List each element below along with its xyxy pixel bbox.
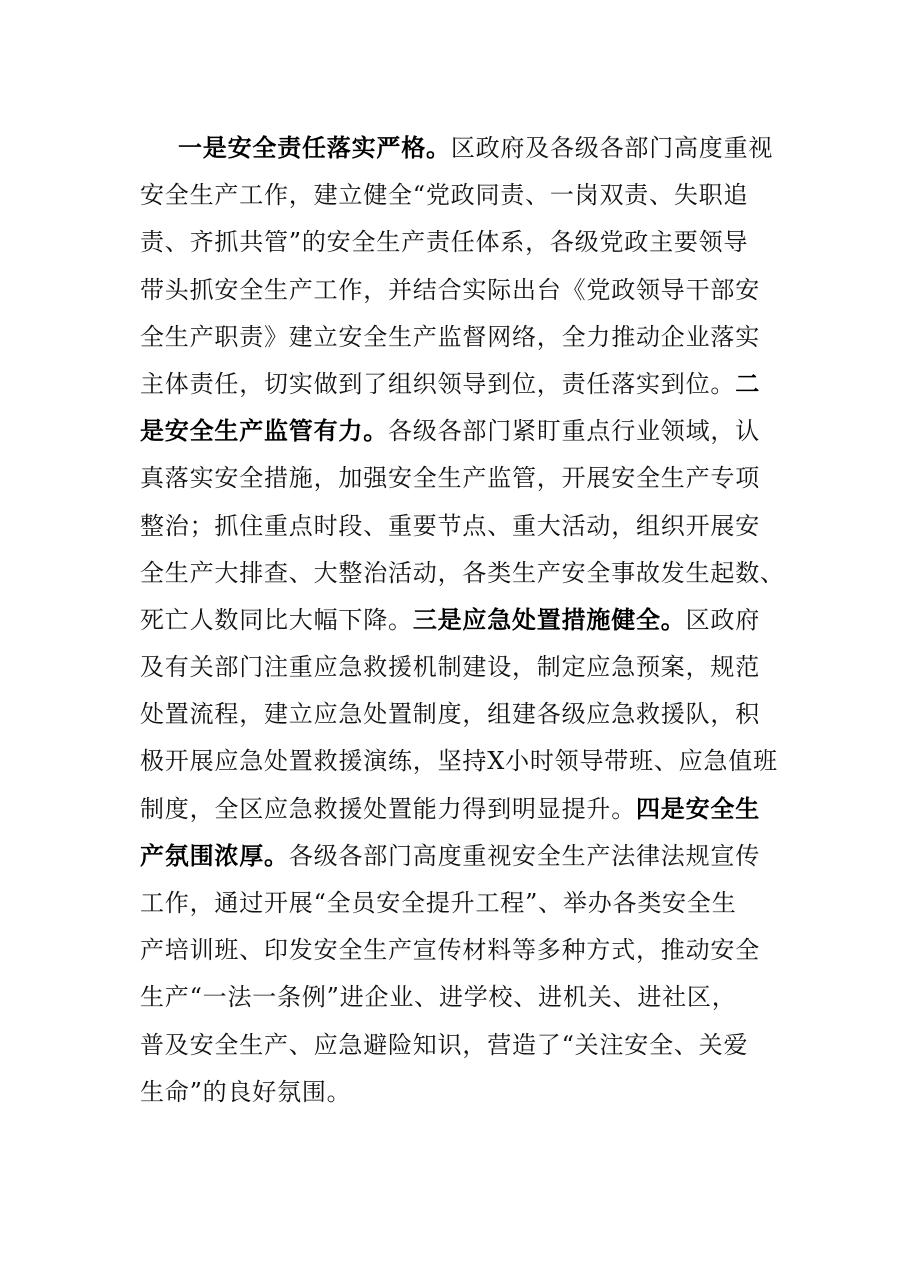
text-line bbox=[140, 172, 780, 219]
text-line bbox=[140, 550, 785, 597]
text-line bbox=[140, 644, 780, 691]
text-run: 区政府 bbox=[685, 605, 761, 634]
text-line bbox=[140, 267, 780, 314]
text-line bbox=[140, 833, 780, 880]
text-run: 普及安全生产、应急避险知识，营造了“关注安全、关爱 bbox=[140, 1030, 749, 1059]
text-run: 死亡人数同比大幅下降。 bbox=[140, 605, 413, 634]
text-run: 极开展应急处置救援演练，坚持X小时领导带班、应急值班 bbox=[140, 747, 778, 776]
text-run: 工作，通过开展“全员安全提升工程”、举办各类安全生 bbox=[140, 889, 737, 917]
text-line bbox=[140, 125, 780, 172]
text-line bbox=[140, 219, 780, 266]
text-line bbox=[140, 738, 780, 785]
text-run: 及有关部门注重应急救援机制建设，制定应急预案，规范 bbox=[140, 653, 760, 682]
text-run: 带头抓安全生产工作，并结合实际出台《党政领导干部安 bbox=[140, 275, 760, 304]
bold-heading: 是安全生产监管有力。 bbox=[140, 417, 388, 446]
text-run: 主体责任，切实做到了组织领导到位，责任落实到位。 bbox=[140, 369, 736, 398]
text-run: 责、齐抓共管”的安全生产责任体系，各级党政主要领导 bbox=[140, 228, 749, 257]
text-run: 各级各部门高度重视安全生产法律法规宣传 bbox=[288, 841, 761, 870]
text-line bbox=[140, 880, 780, 927]
text-run: 处置流程，建立应急处置制度，组建各级应急救援队，积 bbox=[140, 700, 760, 729]
bold-heading: 一是安全责任落实严格。 bbox=[178, 134, 451, 162]
text-run: 真落实安全措施，加强安全生产监管，开展安全生产专项 bbox=[140, 464, 760, 493]
text-line bbox=[140, 1069, 780, 1116]
text-line bbox=[140, 786, 780, 833]
text-line bbox=[140, 503, 780, 550]
text-run: 生命”的良好氛围。 bbox=[140, 1077, 352, 1106]
text-run: 整治；抓住重点时段、重要节点、重大活动，组织开展安 bbox=[140, 511, 760, 540]
text-run: 区政府及各级各部门高度重视 bbox=[450, 134, 774, 162]
text-line bbox=[140, 408, 780, 455]
text-line bbox=[140, 927, 780, 974]
text-line bbox=[140, 1022, 780, 1069]
text-line bbox=[140, 597, 780, 644]
body-paragraph bbox=[140, 125, 785, 1116]
text-run: 产培训班、印发安全生产宣传材料等多种方式，推动安全 bbox=[140, 936, 760, 965]
text-run: 全生产职责》建立安全生产监督网络，全力推动企业落实 bbox=[140, 322, 760, 351]
text-line bbox=[140, 974, 780, 1021]
text-line bbox=[140, 455, 780, 502]
text-run: 制度，全区应急救援处置能力得到明显提升。 bbox=[140, 794, 636, 823]
text-line bbox=[140, 361, 780, 408]
bold-heading: 三是应急处置措施健全。 bbox=[412, 605, 686, 634]
bold-heading: 四是安全生 bbox=[636, 794, 760, 823]
text-run: 生产“一法一条例”进企业、进学校、进机关、进社区， bbox=[140, 983, 737, 1012]
text-run: 安全生产工作，建立健全“党政同责、一岗双责、失职追 bbox=[140, 181, 749, 210]
bold-heading: 产氛围浓厚。 bbox=[140, 841, 289, 870]
text-line bbox=[140, 691, 780, 738]
text-line bbox=[140, 314, 780, 361]
bold-heading: 二 bbox=[735, 369, 761, 398]
text-run: 全生产大排查、大整治活动，各类生产安全事故发生起数、 bbox=[140, 558, 785, 587]
text-run: 各级各部门紧盯重点行业领域，认 bbox=[388, 417, 760, 446]
